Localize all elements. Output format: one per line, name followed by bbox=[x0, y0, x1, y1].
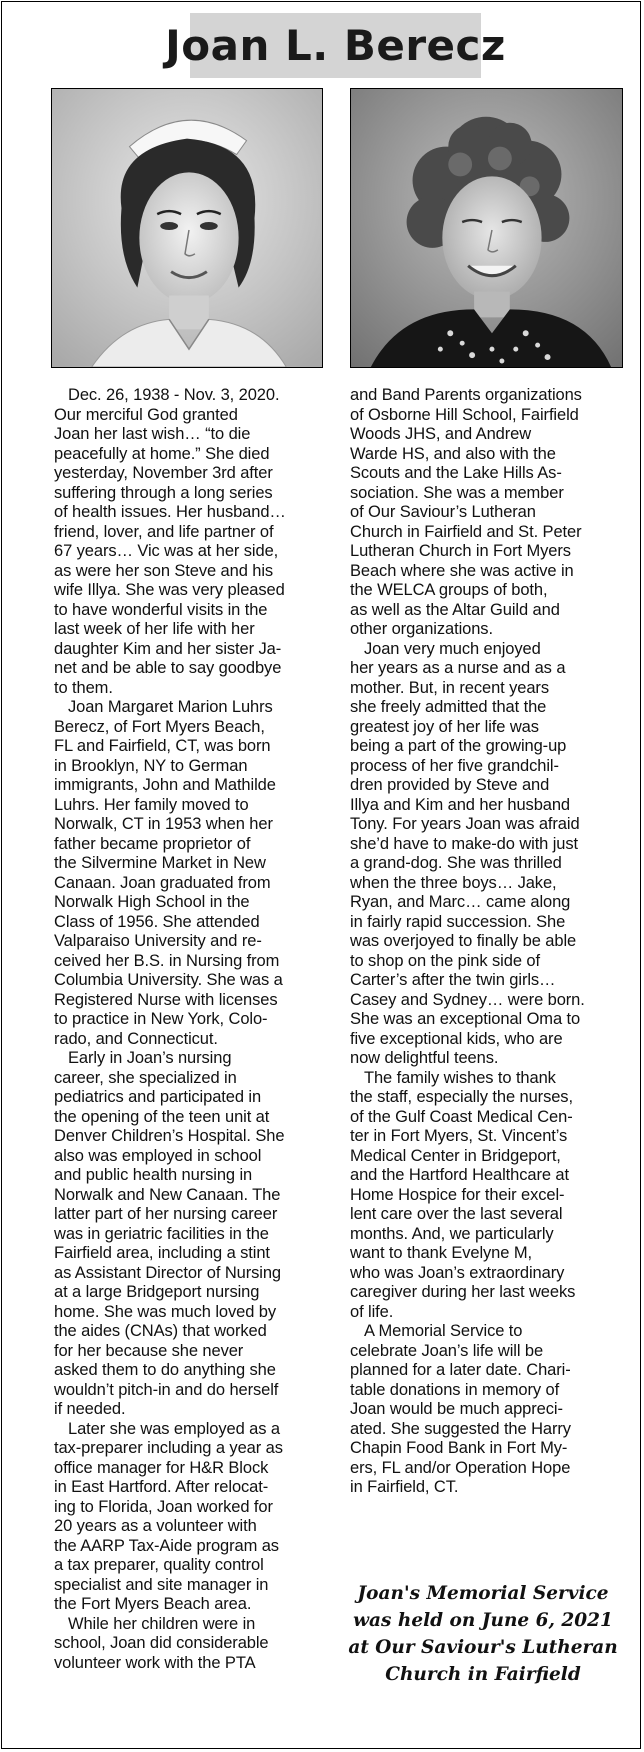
paragraph: Joan very much enjoyed her years as a nurse and as a mother. But, in recent years she freely admitted that the greatest joy of her life was being a part of the growing-up process of her five grandchil- dren provided by Steve and Illya and Kim and her husband Tony. For years Joan was afraid she’d have to make-do with just a grand-dog. She was thrilled when the three boys… Jake, Ryan, and Marc… came along in fairly rapid succession. She was overjoyed to finally be able to shop on the pink side of Carter’s after the twin girls… Casey and Sydney… were born. She was an exceptional Oma to five exceptional kids, who are now delightful teens. bbox=[350, 639, 585, 1067]
paragraph: Joan Margaret Marion Luhrs Berecz, of Fort Myers Beach, FL and Fairfield, CT, was born in Brooklyn, NY to German immigrants, John and Mathilde Luhrs. Her family moved to Norwalk, CT in 1953 when her father became proprietor of the Silvermine Market in New Canaan. Joan graduated from Norwalk High School in the Class of 1956. She attended Valparaiso University and re- ceived her B.S. in Nursing from Columbia University. She was a Registered Nurse with licenses to practice in New York, Colo- rado, and Connecticut. bbox=[54, 698, 283, 1048]
paragraph: While her children were in school, Joan did considerable volunteer work with the PTA bbox=[54, 1614, 269, 1672]
paragraph: and Band Parents organizations of Osborne Hill School, Fairfield Woods JHS, and Andrew Warde HS, and also with the Scouts and the Lake Hills As- sociation. She was a member of Our Saviour’s Lutheran Church in Fairfield and St. Peter Lutheran Church in Fort Myers Beach where she was active in the WELCA groups of both, as well as the Altar Guild and other organizations. bbox=[350, 386, 582, 638]
portrait-young-image bbox=[52, 89, 322, 367]
paragraph: A Memorial Service to celebrate Joan’s life will be planned for a later date. Chari- table donations in memory of Joan would be much appreci- ated. She suggested the Harry Chapin Food Bank in Fort My- ers, FL and/or Operation Hope in Fairfield, CT. bbox=[350, 1322, 571, 1496]
title-banner bbox=[165, 13, 506, 78]
memorial-service-note bbox=[342, 1580, 624, 1688]
memorial-line: Joan's Memorial Service bbox=[357, 1583, 609, 1604]
obituary-frame bbox=[1, 1, 641, 1749]
portrait-older-image bbox=[351, 89, 622, 367]
article-column-left bbox=[54, 386, 326, 1673]
memorial-line: Church in Fairfield bbox=[385, 1664, 581, 1685]
paragraph: The family wishes to thank the staff, especially the nurses, of the Gulf Coast Medical Cen- ter in Fort Myers, St. Vincent’s Medical Center in Bridgeport, and the Hartford Healthcare at Home Hospice for their excel- lent care over the last several months. And, we particularly want to thank Evelyne M, who was Joan’s extraordinary caregiver during her last weeks of life. bbox=[350, 1068, 576, 1321]
memorial-line: at Our Saviour's Lutheran bbox=[348, 1637, 618, 1658]
page-title: Joan L. Berecz bbox=[165, 21, 506, 70]
paragraph: Early in Joan’s nursing career, she specialized in pediatrics and participated in the opening of the teen unit at Denver Children’s Hospital. She also was employed in school and public health nursing in Norwalk and New Canaan. The latter part of her nursing career was in geriatric facilities in the Fairfield area, including a stint as Assistant Director of Nursing at a large Bridgeport nursing home. She was much loved by the aides (CNAs) that worked for her because she never asked them to do anything she wouldn’t pitch-in and do herself if needed. bbox=[54, 1049, 285, 1418]
memorial-line: was held on June 6, 2021 bbox=[353, 1610, 613, 1631]
article-column-right bbox=[350, 386, 622, 1498]
paragraph: Later she was employed as a tax-preparer including a year as office manager for H&R Block in East Hartford. After relocat- ing to Florida, Joan worked for 20 years as a volunteer with the AARP Tax-Aide program as a tax preparer, quality control specialist and site manager in the Fort Myers Beach area. bbox=[54, 1419, 283, 1613]
photo-young-joan bbox=[51, 88, 323, 368]
photo-older-joan bbox=[350, 88, 623, 368]
paragraph: Dec. 26, 1938 - Nov. 3, 2020. Our merciful God granted Joan her last wish… “to die peacefully at home.” She died yesterday, November 3rd after suffering through a long series of health issues. Her husband… friend, lover, and life partner of 67 years… Vic was at her side, as were her son Steve and his wife Illya. She was very pleased to have wonderful visits in the last week of her life with her daughter Kim and her sister Ja- net and be able to say goodbye to them. bbox=[54, 386, 286, 697]
